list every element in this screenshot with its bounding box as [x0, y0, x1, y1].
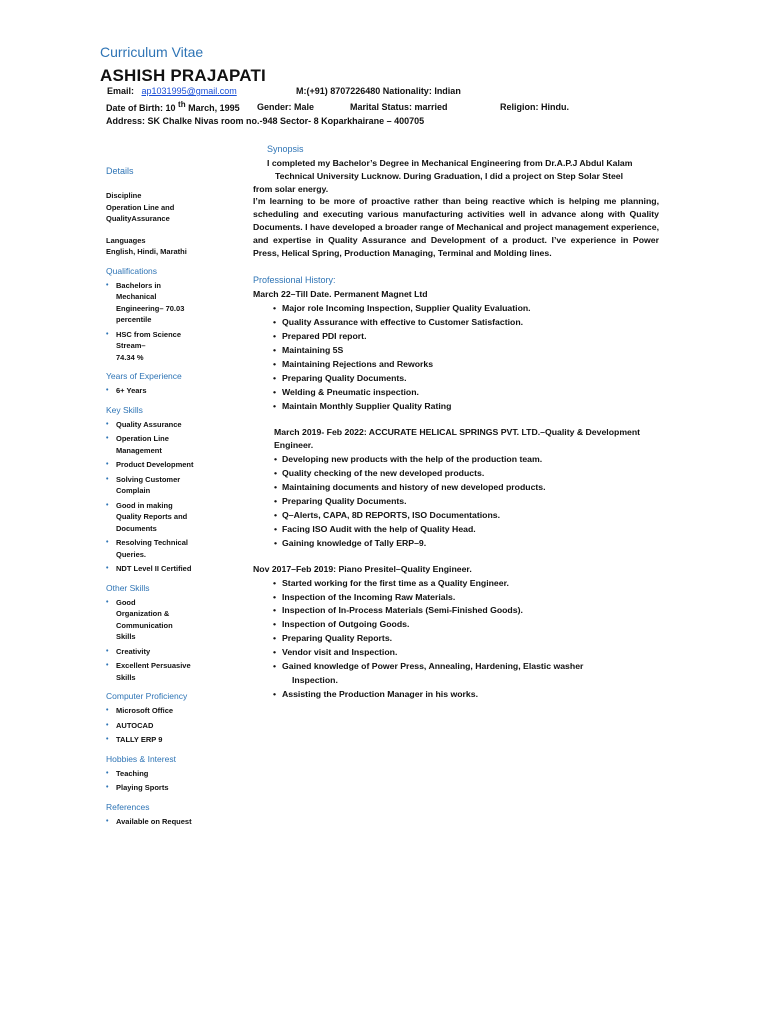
hobbies-heading: Hobbies & Interest	[106, 753, 176, 764]
job-3-item: • Gained knowledge of Power Press, Annealing, Hardening, Elastic washer Inspection.	[273, 661, 584, 685]
bullet-icon: •	[274, 454, 278, 465]
document-title: Curriculum Vitae	[100, 44, 204, 60]
email-row	[107, 86, 237, 96]
discipline-value: QualityAssurance	[106, 214, 170, 223]
gender: Gender: Male	[257, 102, 315, 112]
bullet-icon: •	[273, 605, 277, 616]
bullet-icon: •	[273, 591, 277, 602]
job-2-title-cont: Engineer.	[274, 440, 314, 451]
marital-status: Marital Status: married	[350, 102, 448, 112]
job-1-list	[253, 302, 659, 413]
discipline-value: Operation Line and	[106, 202, 175, 212]
references-heading: References	[106, 801, 150, 812]
bullet-icon: •	[273, 661, 277, 672]
qualification-list	[106, 280, 226, 364]
date-of-birth: Date of Birth: 10 $^{th}$ March, 1995	[106, 100, 240, 113]
qualification-item: • HSC from Science Stream– 74.34 %	[106, 329, 182, 362]
synopsis-line-2: Technical University Lucknow. During Graduation, I did a project on Step Solar Steel	[275, 170, 624, 181]
key-skill-item: • Quality Assurance	[106, 419, 182, 429]
reference-list	[106, 816, 226, 828]
bullet-icon: •	[106, 647, 109, 655]
bullet-icon: •	[274, 523, 278, 534]
mobile-nationality: M:(+91) 8707226480 Nationality: Indian	[296, 86, 461, 96]
bullet-icon: •	[106, 769, 109, 777]
bullet-icon: •	[274, 496, 278, 507]
bullet-icon: •	[273, 386, 277, 397]
qualification-item: • Bachelors in Mechanical Engineering– 70.03 percentile	[106, 280, 185, 324]
job-3-item: • Vendor visit and Inspection.	[253, 646, 659, 660]
other-skill-item: • Good Organization & Communication Skills	[106, 597, 173, 641]
bullet-icon: •	[273, 633, 277, 644]
bullet-icon: •	[273, 345, 277, 355]
job-2-title: March 2019- Feb 2022: ACCURATE HELICAL SPRINGS PVT. LTD.–Quality & Development	[274, 426, 641, 437]
bullet-icon: •	[106, 281, 109, 289]
qualifications-heading: Qualifications	[106, 265, 158, 276]
key-skills-heading: Key Skills	[106, 404, 143, 415]
bullet-icon: •	[106, 420, 109, 428]
job-1-item: • Maintaining Rejections and Reworks	[253, 358, 659, 372]
job-1-item: • Quality Assurance with effective to Customer Satisfaction.	[253, 316, 659, 330]
job-2-item: • Gaining knowledge of Tally ERP–9.	[253, 537, 659, 551]
bullet-icon: •	[274, 509, 278, 520]
key-skill-item: • Product Development	[106, 460, 194, 469]
job-1-item: • Maintaining 5S	[253, 344, 659, 358]
job-2-item: • Q–Alerts, CAPA, 8D REPORTS, ISO Documentations.	[253, 509, 659, 523]
bullet-icon: •	[274, 537, 278, 548]
hobby-item: • Teaching	[106, 768, 149, 778]
synopsis-line-3: from solar energy.	[253, 183, 329, 194]
bullet-icon: •	[273, 331, 277, 342]
other-skills-heading: Other Skills	[106, 582, 150, 593]
job-3-item: • Inspection of the Incoming Raw Materials.	[253, 591, 659, 605]
key-skill-item: • NDT Level II Certified	[106, 564, 192, 573]
job-3-title: Nov 2017–Feb 2019: Piano Presitel–Quality Engineer.	[253, 563, 472, 574]
bullet-icon: •	[106, 565, 109, 572]
bullet-icon: •	[273, 619, 277, 630]
key-skill-item: • Resolving Technical Queries.	[106, 538, 188, 559]
computer-proficiency-heading: Computer Proficiency	[106, 691, 188, 701]
bullet-icon: •	[273, 688, 277, 699]
job-1-item: • Major role Incoming Inspection, Supplier Quality Evaluation.	[253, 302, 659, 316]
job-1-item: • Prepared PDI report.	[253, 330, 659, 344]
reference-item: • Available on Request	[106, 816, 192, 826]
bullet-icon: •	[106, 784, 109, 791]
bullet-icon: •	[106, 501, 109, 509]
bullet-icon: •	[106, 721, 109, 729]
hobby-item: • Playing Sports	[106, 783, 169, 792]
bullet-icon: •	[106, 662, 109, 669]
job-2-item: • Maintaining documents and history of new developed products.	[253, 481, 659, 495]
address: Address: SK Chalke Nivas room no.-948 Sector- 8 Koparkhairane – 400705	[106, 116, 425, 126]
job-1-item: • Welding & Pneumatic inspection.	[253, 386, 659, 400]
bullet-icon: •	[274, 468, 278, 479]
key-skill-item: • Good in making Quality Reports and Documents	[106, 500, 188, 533]
email-label: Email:	[107, 86, 135, 96]
discipline-label: Discipline	[106, 191, 142, 200]
bullet-icon: •	[273, 577, 277, 588]
bullet-icon: •	[106, 817, 109, 825]
key-skill-item: • Solving Customer Complain	[106, 474, 181, 495]
sidebar	[106, 166, 226, 830]
synopsis-heading: Synopsis	[267, 144, 304, 154]
main-content	[253, 144, 659, 702]
computer-skill-item: • TALLY ERP 9	[106, 735, 163, 744]
professional-history-heading: Professional History:	[253, 275, 336, 286]
job-3-item: • Assisting the Production Manager in his works.	[253, 688, 659, 702]
bullet-icon: •	[106, 435, 109, 442]
job-3-item: • Preparing Quality Reports.	[253, 632, 659, 646]
other-skill-list	[106, 597, 226, 684]
email-link[interactable]: ap1031995@gmail.com	[141, 86, 237, 96]
key-skill-item: • Operation Line Management	[106, 434, 169, 455]
bullet-icon: •	[274, 482, 278, 493]
candidate-name: ASHISH PRAJAPATI	[100, 66, 266, 85]
job-3-list	[253, 577, 659, 702]
bullet-icon: •	[106, 475, 109, 483]
bullet-icon: •	[106, 539, 109, 546]
job-3-item: • Started working for the first time as a Quality Engineer.	[253, 577, 659, 591]
bullet-icon: •	[273, 400, 277, 411]
job-2-list	[253, 453, 659, 550]
bullet-icon: •	[273, 358, 277, 369]
other-skill-item: • Creativity	[106, 646, 151, 656]
languages-value: English, Hindi, Marathi	[106, 247, 187, 256]
job-3-item: • Inspection of In-Process Materials (Semi-Finished Goods).	[253, 604, 659, 618]
bullet-icon: •	[106, 736, 109, 743]
computer-skill-item: • Microsoft Office	[106, 706, 174, 715]
languages-label: Languages	[106, 235, 146, 245]
job-1-title: March 22–Till Date. Permanent Magnet Ltd	[253, 289, 428, 300]
job-2-item: • Quality checking of the new developed products.	[253, 467, 659, 481]
bullet-icon: •	[106, 330, 109, 338]
synopsis-line-1: I completed my Bachelor’s Degree in Mechanical Engineering from Dr.A.P.J Abdul Kalam	[267, 158, 633, 168]
experience-list	[106, 385, 226, 397]
key-skill-list	[106, 419, 226, 575]
bullet-icon: •	[106, 387, 109, 394]
details-heading: Details	[106, 166, 134, 176]
job-1-item: • Preparing Quality Documents.	[253, 372, 659, 386]
bullet-icon: •	[273, 317, 277, 328]
bullet-icon: •	[273, 303, 277, 314]
synopsis-paragraph-2: I’m learning to be more of proactive rather than being reactive which is helping me planning, scheduling and executing various manufacturing activities well in advance along with Quality Documents. I have developed a broader range of Mechanical and project management experience, and expertise in Quality Assurance and Development of a product. I’ve experience in Power Press, Helical Spring, Production Managing, Terminal and Molding lines.	[253, 196, 659, 258]
bullet-icon: •	[106, 461, 109, 468]
computer-skill-list	[106, 705, 226, 746]
experience-item: • 6+ Years	[106, 386, 147, 395]
computer-skill-item: • AUTOCAD	[106, 720, 154, 730]
job-2-item: • Facing ISO Audit with the help of Quality Head.	[253, 523, 659, 537]
bullet-icon: •	[273, 647, 277, 658]
religion: Religion: Hindu.	[500, 102, 569, 112]
job-1-item: • Maintain Monthly Supplier Quality Rating	[253, 400, 659, 414]
bullet-icon: •	[106, 707, 109, 714]
job-2-item: • Developing new products with the help of the production team.	[253, 453, 659, 467]
job-3-item: • Inspection of Outgoing Goods.	[253, 618, 659, 632]
job-2-item: • Preparing Quality Documents.	[253, 495, 659, 509]
bullet-icon: •	[106, 598, 109, 606]
bullet-icon: •	[273, 372, 277, 383]
experience-heading: Years of Experience	[106, 371, 182, 381]
other-skill-item: • Excellent Persuasive Skills	[106, 661, 191, 682]
hobby-list	[106, 768, 226, 794]
